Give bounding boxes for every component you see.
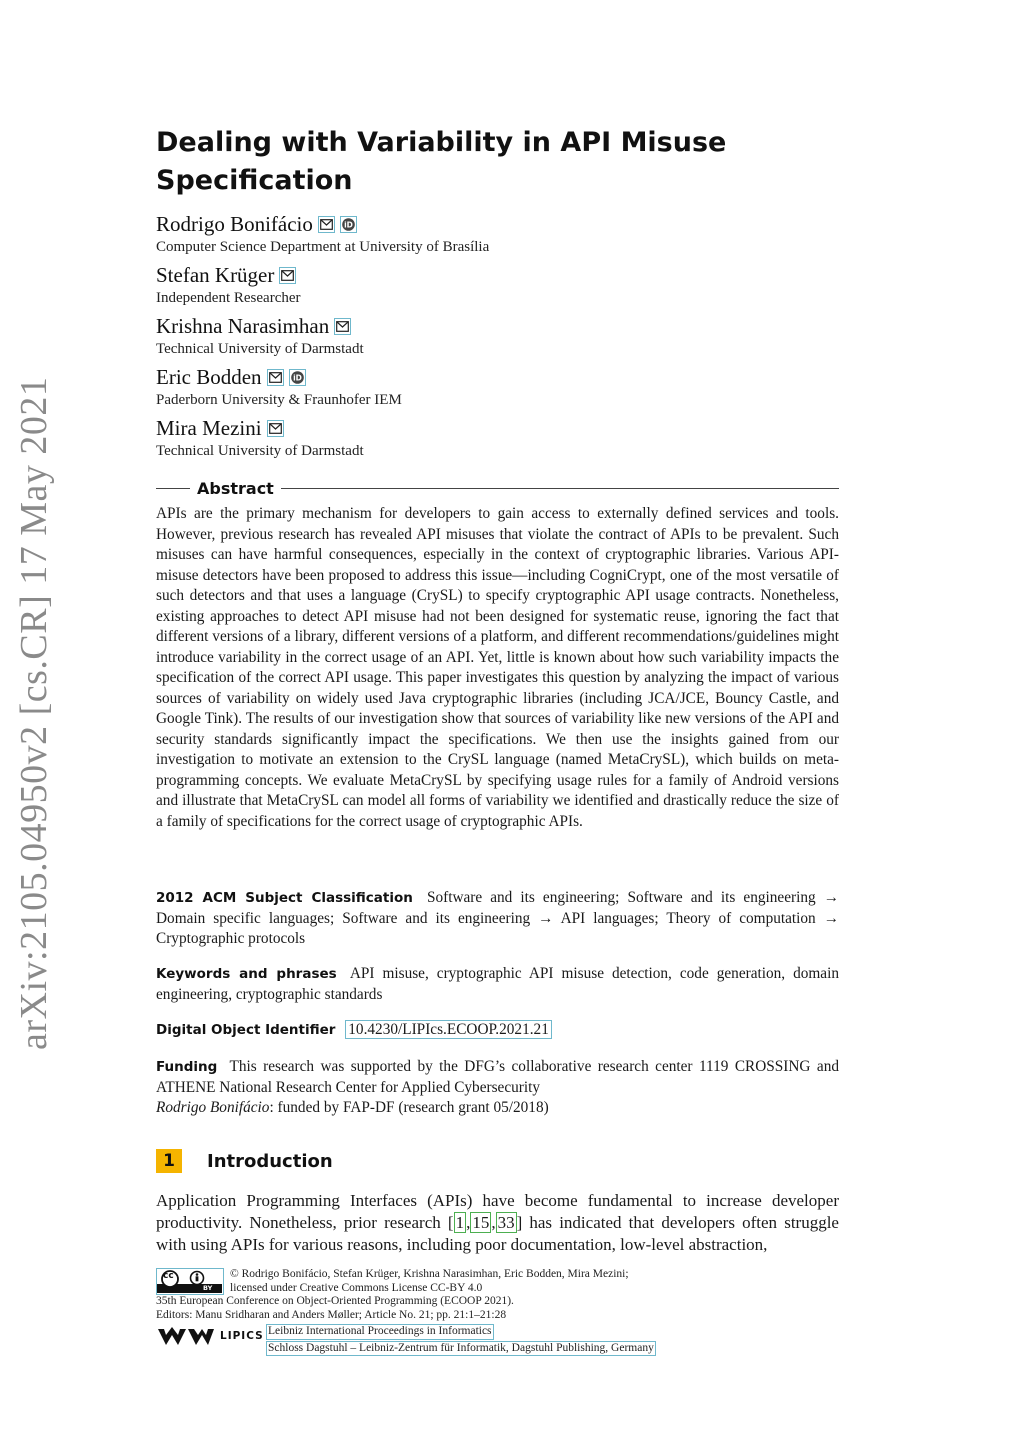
license-line: licensed under Creative Commons License CC-BY 4.0	[230, 1281, 483, 1294]
cc-license-badge[interactable]	[156, 1268, 224, 1295]
keywords-label: Keywords and phrases	[156, 966, 337, 982]
title-line-2: Specification	[156, 165, 353, 196]
section-number: 1	[156, 1149, 182, 1173]
intro-text-b: ] has indicated that developers often struggle with using APIs for various reasons, including poor documentation, low-level abstraction,	[156, 1213, 839, 1254]
citation-link[interactable]: 33	[497, 1213, 515, 1232]
intro-paragraph: Application Programming Interfaces (APIs) have become fundamental to increase developer productivity. Nonetheless, prior research [ 1 , 15 , 33 ] has indicated that developers often struggle with using APIs for various reasons, including poor documentation, low-level abstraction,	[156, 1191, 839, 1254]
copyright-line: © Rodrigo Bonifácio, Stefan Krüger, Krishna Narasimhan, Eric Bodden, Mira Mezini;	[230, 1268, 629, 1280]
funding-person: Rodrigo Bonifácio	[156, 1099, 270, 1116]
author-affiliation: Independent Researcher	[156, 290, 301, 306]
page-title	[156, 124, 856, 200]
editors-line: Editors: Manu Sridharan and Anders Møller; Article No. 21; pp. 21:1–21:28	[156, 1308, 507, 1321]
section-heading	[156, 1148, 333, 1174]
funding	[156, 1057, 839, 1119]
keywords-text: API misuse, cryptographic API misuse detection, code generation, domain engineering, cryptographic standards	[156, 965, 839, 1003]
lipics-logo	[156, 1324, 266, 1350]
author-affiliation: Technical University of Darmstadt	[156, 341, 364, 357]
funding-text: This research was supported by the DFG’s collaborative research center 1119 CROSSING and ATHENE National Research Center for Applied Cybersecurity	[156, 1058, 839, 1096]
acm-text: Software and its engineering; Software and its engineering → Domain specific languages; Software and its engineering → API languages; Theory of computation → Cryptographic protocols	[156, 889, 839, 947]
mail-icon[interactable]	[267, 369, 284, 386]
section-title: Introduction	[207, 1150, 333, 1172]
doi-label: Digital Object Identifier	[156, 1022, 336, 1038]
by-text: BY	[203, 1284, 213, 1292]
mail-icon[interactable]	[279, 267, 296, 284]
citation-link[interactable]: 1	[455, 1213, 465, 1232]
abstract-text: APIs are the primary mechanism for developers to gain access to externally defined services and tools. However, previous research has revealed API misuses that violate the contract of APIs to be prevalent. Such misuses can have harmful consequences, especially in the context of cryptographic libraries. Various API-misuse detectors have been proposed to address this issue—including CogniCrypt, one of the most versatile of such detectors and that uses a language (CrySL) to specify cryptographic API usage contracts. Nonetheless, existing approaches to detect API misuse had not been designed for systematic reuse, ignoring the fact that different versions of a library, different versions of a platform, and different recommendations/guidelines might introduce variability in the correct usage of an API. Yet, little is known about how such variability impacts the specification of the correct API usage. This paper investigates this question by analyzing the impact of various sources of variability on widely used Java cryptographic libraries (including JCA/JCE, Bouncy Castle, and Google Tink). The results of our investigation show that sources of variability like new versions of the API and security standards significantly impact the specifications. We then use the insights gained from our investigation to motivate an extension to the CrySL language (named MetaCrySL), which builds on meta-programming concepts. We evaluate MetaCrySL by specifying usage rules for a family of Android versions and illustrate that MetaCrySL can model all forms of variability we identified and drastically reduce the size of a family of specifications for the correct usage of cryptographic APIs.	[156, 505, 839, 830]
svg-text:iD: iD	[344, 219, 353, 229]
mail-icon[interactable]	[267, 420, 284, 437]
intro-text-a: Application Programming Interfaces (APIs) have become fundamental to increase developer productivity. Nonetheless, prior research [	[156, 1191, 839, 1232]
author-4	[156, 364, 856, 410]
divider	[281, 488, 839, 489]
title-line-1: Dealing with Variability in API Misuse	[156, 127, 727, 158]
doi-link[interactable]: 10.4230/LIPIcs.ECOOP.2021.21	[345, 1020, 552, 1039]
lipics-wordmark: LIPICS	[220, 1330, 264, 1343]
lipics-logo-mark	[156, 1327, 216, 1347]
author-2	[156, 262, 856, 308]
author-affiliation: Computer Science Department at University of Brasília	[156, 239, 490, 255]
svg-text:iD: iD	[292, 372, 302, 382]
author-name: Rodrigo Bonifácio	[156, 212, 313, 236]
footer	[156, 1268, 856, 1357]
orcid-icon[interactable]	[340, 216, 357, 233]
mail-icon[interactable]	[318, 216, 335, 233]
author-name: Mira Mezini	[156, 416, 262, 440]
citation-link[interactable]: 15	[472, 1213, 490, 1232]
lipics-series-link[interactable]: Leibniz International Proceedings in Informatics	[266, 1324, 494, 1340]
author-name: Eric Bodden	[156, 365, 262, 389]
mail-icon[interactable]	[334, 318, 351, 335]
author-3	[156, 313, 856, 359]
author-name: Stefan Krüger	[156, 263, 275, 287]
author-5	[156, 415, 856, 461]
abstract-label: Abstract	[197, 478, 274, 498]
funding-person-text: : funded by FAP-DF (research grant 05/2018)	[269, 1099, 549, 1116]
cc-text: cc	[163, 1271, 174, 1281]
acm-label: 2012 ACM Subject Classification	[156, 890, 413, 906]
acm-classification	[156, 888, 839, 950]
arxiv-stamp: arXiv:2105.04950v2 [cs.CR] 17 May 2021	[13, 376, 55, 1050]
abstract-heading	[156, 478, 839, 498]
divider	[156, 488, 190, 489]
author-affiliation: Technical University of Darmstadt	[156, 443, 364, 459]
conference-line: 35th European Conference on Object-Oriented Programming (ECOOP 2021).	[156, 1295, 514, 1307]
author-name: Krishna Narasimhan	[156, 314, 330, 338]
funding-label: Funding	[156, 1059, 218, 1075]
doi	[156, 1020, 839, 1041]
author-affiliation: Paderborn University & Fraunhofer IEM	[156, 392, 402, 408]
orcid-icon[interactable]	[289, 369, 306, 386]
author-1	[156, 211, 856, 257]
keywords	[156, 964, 839, 1005]
dagstuhl-link[interactable]: Schloss Dagstuhl – Leibniz-Zentrum für Informatik, Dagstuhl Publishing, Germany	[266, 1341, 656, 1357]
